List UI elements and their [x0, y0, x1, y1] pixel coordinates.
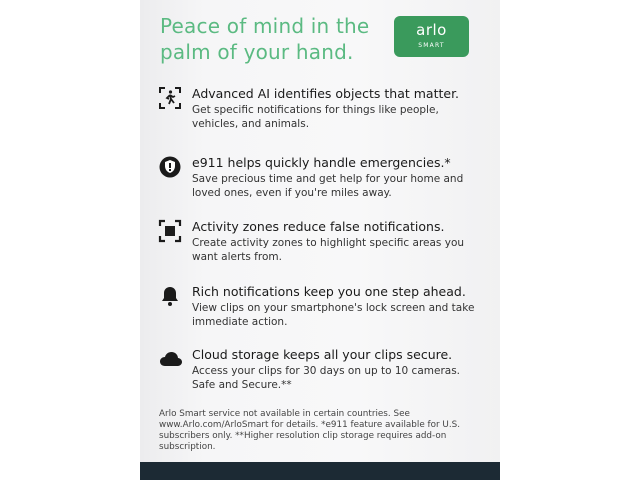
feature-title: Activity zones reduce false notifications.	[192, 219, 445, 234]
logo-sub: SMART	[418, 42, 445, 49]
feature-description: View clips on your smartphone's lock screen and take immediate action.	[192, 302, 475, 328]
feature-title: Advanced AI identifies objects that matter.	[192, 86, 460, 101]
feature-title: e911 helps quickly handle emergencies.*	[192, 155, 451, 170]
logo-brand: arlo	[416, 21, 447, 39]
emergency-shield-icon	[158, 155, 184, 181]
feature-description: Access your clips for 30 days on up to 10 cameras. Safe and Secure.**	[192, 365, 461, 391]
package-bottom-edge	[140, 462, 500, 480]
disclaimer-text: Arlo Smart service not available in certain countries. See www.Arlo.com/ArloSmart for details. *e911 feature available for U.S. subscribers only. **Higher resolution clip storage requires add-on subscription.	[159, 409, 461, 452]
headline: Peace of mind in the palm of your hand.	[160, 14, 370, 64]
arlo-smart-logo	[394, 16, 469, 57]
cloud-icon	[158, 347, 184, 373]
feature-description: Get specific notifications for things like people, vehicles, and animals.	[192, 104, 439, 130]
feature-description: Create activity zones to highlight specific areas you want alerts from.	[192, 237, 465, 263]
feature-description: Save precious time and get help for your home and loved ones, even if you're miles away.	[192, 173, 464, 199]
bell-icon	[158, 284, 184, 310]
person-detect-icon	[158, 86, 184, 112]
activity-zone-icon	[158, 219, 184, 245]
feature-title: Rich notifications keep you one step ahead.	[192, 284, 466, 299]
feature-title: Cloud storage keeps all your clips secure.	[192, 347, 453, 362]
